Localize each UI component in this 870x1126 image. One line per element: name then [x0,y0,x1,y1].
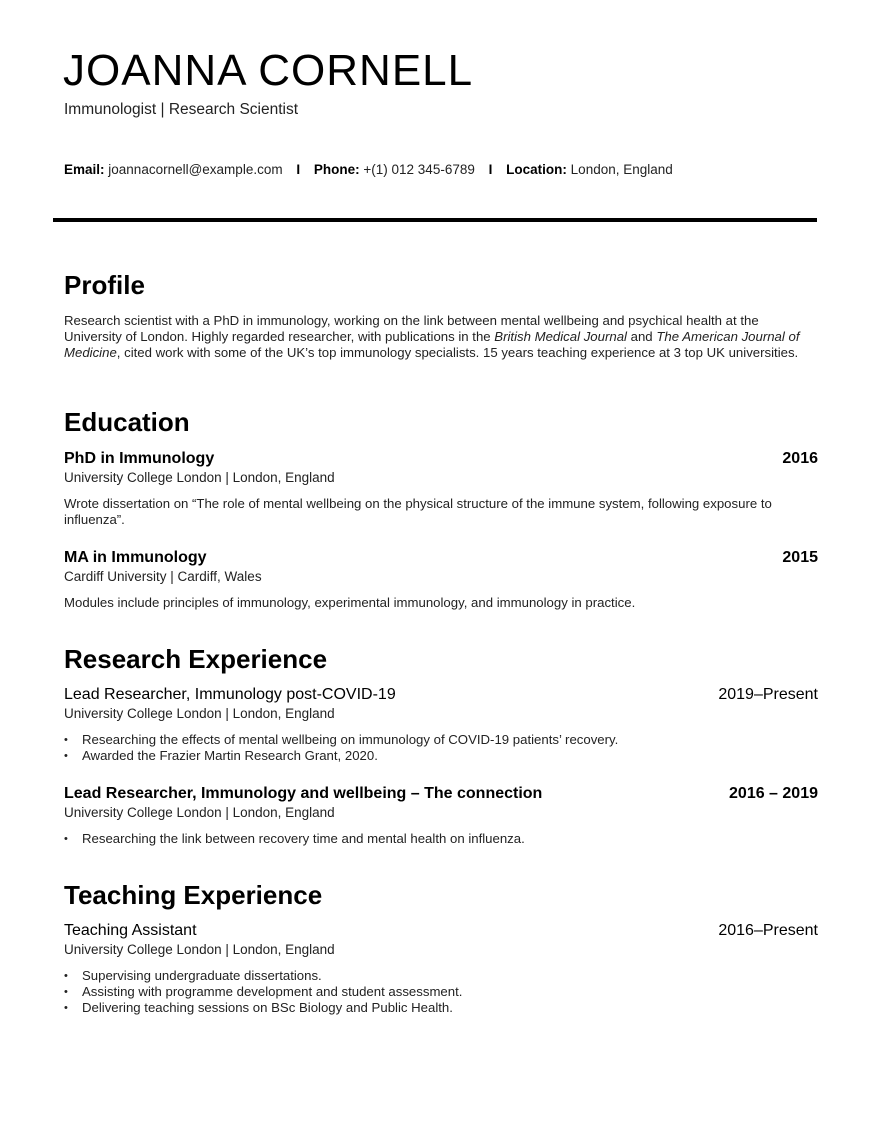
institution: Cardiff University | Cardiff, Wales [64,569,262,584]
role-dates: 2019–Present [718,686,818,703]
list-item: • Researching the link between recovery time and mental health on influenza. [64,831,525,846]
research-entry [64,784,818,847]
education-entry [64,548,818,611]
bullet-list [64,831,818,847]
institution: University College London | London, England [64,706,335,721]
institution: University College London | London, England [64,942,335,957]
education-section [64,407,818,610]
email-value[interactable]: joannacornell@example.com [108,162,283,177]
degree-year: 2016 [782,450,818,467]
role-title: Teaching Assistant [64,922,197,939]
section-title-teaching: Teaching Experience [64,880,323,910]
institution: University College London | London, England [64,805,335,820]
list-item: • Awarded the Frazier Martin Research Grant, 2020. [64,748,378,763]
institution: University College London | London, England [64,470,335,485]
contact-separator: I [296,162,301,177]
phone-label: Phone: [313,162,360,177]
list-item: • Researching the effects of mental wellbeing on immunology of COVID-19 patients’ recovery. [64,732,619,747]
degree-title: MA in Immunology [64,549,207,566]
list-item: • Assisting with programme development and student assessment. [64,984,463,999]
education-entry [64,449,818,528]
role-dates: 2016 – 2019 [729,785,818,802]
candidate-name: JOANNA CORNELL [63,46,474,95]
journal-name: The American Journal of Medicine [64,329,800,360]
candidate-subtitle: Immunologist | Research Scientist [64,101,299,118]
location-value: London, England [570,162,673,177]
section-title-profile: Profile [64,270,145,300]
entry-description: Wrote dissertation on “The role of mental wellbeing on the physical structure of the immune system, following exposure to influenza”. [64,496,772,527]
journal-name: British Medical Journal [494,329,627,344]
entry-description: Modules include principles of immunology, experimental immunology, and immunology in practice. [64,595,636,610]
list-item: • Supervising undergraduate dissertations. [64,968,322,983]
role-title: Lead Researcher, Immunology post-COVID-19 [64,686,396,703]
teaching-section [64,880,818,1015]
phone-value[interactable]: +(1) 012 345-6789 [363,162,475,177]
section-title-research: Research Experience [64,644,328,674]
contact-separator: I [488,162,493,177]
header-divider [53,218,817,222]
role-title: Lead Researcher, Immunology and wellbeing – The connection [64,785,543,802]
email-label: Email: [64,162,105,177]
teaching-entry [64,921,818,1016]
contact-line [64,162,673,177]
role-dates: 2016–Present [718,922,818,939]
bullet-list [64,968,818,1016]
profile-section [64,270,818,361]
bullet-list [64,732,818,764]
list-item: • Delivering teaching sessions on BSc Biology and Public Health. [64,1000,453,1015]
section-title-education: Education [64,407,190,437]
research-section [64,644,818,846]
profile-summary: Research scientist with a PhD in immunology, working on the link between mental wellbeing and psychical health at the University of London. Highly regarded researcher, with publications in the British Medical Journal and The American Journal of Medicine, cited work with some of the UK’s top immunology specialists. 15 years teaching experience at 3 top UK universities. [64,313,800,360]
degree-title: PhD in Immunology [64,450,215,467]
degree-year: 2015 [782,549,818,566]
location-label: Location: [506,162,567,177]
research-entry [64,685,818,764]
